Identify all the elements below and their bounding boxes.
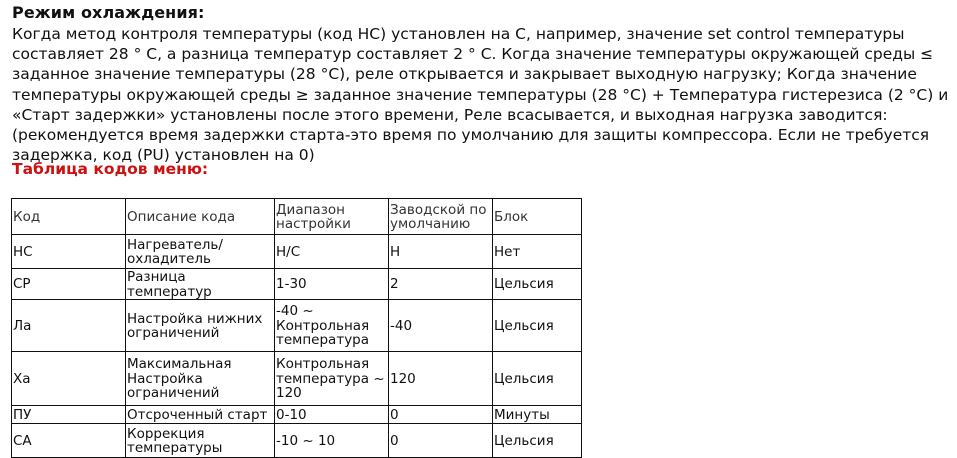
cell-default: 2: [389, 269, 493, 300]
cell-range: -40 ~ Контрольная температура: [275, 300, 389, 352]
description-paragraph: Когда метод контроля температуры (код НС) установлен на С, например, значение set control температуры составляет 28 ° С, а разница температур составляет 2 ° С. Когда значение температуры окружающей среды ≤ заданное значение температуры (28 °C), реле открывается и закрывает выходную нагрузку; Когда значение температуры окружающей среды ≥ заданное значение температуры (28 °C) + Температура гистерезиса (2 °C) и «Старт задержки» установлены после этого времени, Реле всасывается, и выходная нагрузка заводится: (рекомендуется время задержки старта-это время по умолчанию для защиты компрессора. Если не требуется задержка, код (PU) установлен на 0): [12, 25, 949, 165]
cell-unit: Минуты: [493, 406, 582, 424]
cell-description: Настройка нижних ограничений: [126, 300, 275, 352]
header-cell-description: Описание кода: [126, 199, 275, 235]
table-row: [12, 424, 582, 458]
cell-code: НС: [12, 235, 126, 269]
cell-unit: Нет: [493, 235, 582, 269]
section-heading: Режим охлаждения:: [12, 3, 205, 22]
cell-unit: Цельсия: [493, 352, 582, 406]
cell-default: 120: [389, 352, 493, 406]
cell-description: Коррекция температуры: [126, 424, 275, 458]
table-row: [12, 269, 582, 300]
cell-code: ПУ: [12, 406, 126, 424]
cell-default: 0: [389, 406, 493, 424]
header-cell-unit: Блок: [493, 199, 582, 235]
header-cell-range: Диапазон настройки: [275, 199, 389, 235]
table-row: [12, 300, 582, 352]
cell-range: 1-30: [275, 269, 389, 300]
cell-description: Отсроченный старт: [126, 406, 275, 424]
menu-codes-table: [11, 198, 582, 458]
cell-default: -40: [389, 300, 493, 352]
table-header-row: [12, 199, 582, 235]
cell-code: СА: [12, 424, 126, 458]
table-row: [12, 352, 582, 406]
cell-range: 0-10: [275, 406, 389, 424]
header-cell-default: Заводской по умолчанию: [389, 199, 493, 235]
cell-range: Н/С: [275, 235, 389, 269]
cell-default: Н: [389, 235, 493, 269]
cell-range: Контрольная температура ~ 120: [275, 352, 389, 406]
cell-code: Ла: [12, 300, 126, 352]
header-cell-code: Код: [12, 199, 126, 235]
cell-unit: Цельсия: [493, 300, 582, 352]
cell-default: 0: [389, 424, 493, 458]
cell-description: Максимальная Настройка ограничений: [126, 352, 275, 406]
cell-description: Нагреватель/ охладитель: [126, 235, 275, 269]
table-title: Таблица кодов меню:: [12, 160, 209, 178]
cell-range: -10 ~ 10: [275, 424, 389, 458]
cell-code: СР: [12, 269, 126, 300]
table-row: [12, 406, 582, 424]
cell-code: Ха: [12, 352, 126, 406]
cell-unit: Цельсия: [493, 424, 582, 458]
table-row: [12, 235, 582, 269]
cell-description: Разница температур: [126, 269, 275, 300]
cell-unit: Цельсия: [493, 269, 582, 300]
